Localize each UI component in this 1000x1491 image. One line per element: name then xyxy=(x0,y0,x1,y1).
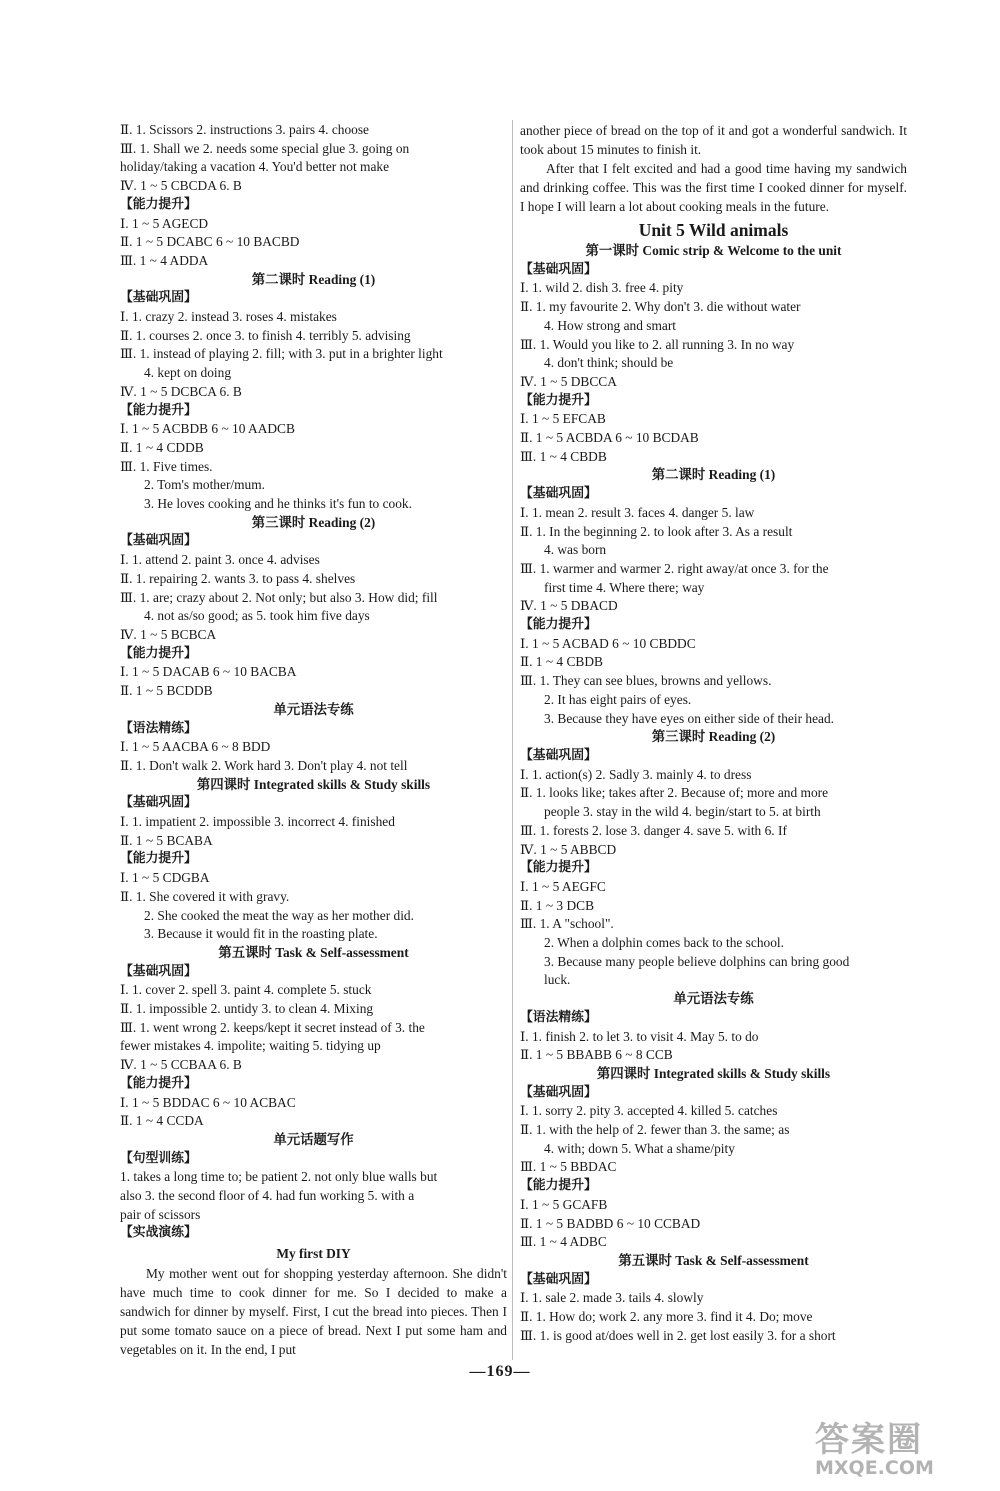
answer-line: Ⅱ. 1. with the help of 2. fewer than 3. the same; as xyxy=(520,1122,790,1138)
lesson-heading: 单元语法专练 xyxy=(273,701,354,717)
answer-line: Ⅳ. 1 ~ 5 DBCCA xyxy=(520,373,617,389)
answer-line: Ⅱ. 1 ~ 5 BCDDB xyxy=(120,683,213,699)
answer-line: Ⅰ. 1. sale 2. made 3. tails 4. slowly xyxy=(520,1290,704,1306)
answer-line: luck. xyxy=(544,972,571,988)
answer-line: Ⅲ. 1. went wrong 2. keeps/kept it secret instead of 3. the xyxy=(120,1019,425,1035)
answer-line: Ⅲ. 1 ~ 4 ADBC xyxy=(520,1234,607,1250)
answer-line: Ⅰ. 1. wild 2. dish 3. free 4. pity xyxy=(520,280,684,296)
answer-line: Ⅳ. 1 ~ 5 DBACD xyxy=(520,598,618,614)
section-tag: 【能力提升】 xyxy=(520,1178,597,1194)
answer-line: Ⅱ. 1 ~ 4 CBDB xyxy=(520,654,603,670)
watermark-text-bottom: MXQE.COM xyxy=(815,1457,934,1479)
answer-line: Ⅰ. 1. crazy 2. instead 3. roses 4. mistakes xyxy=(120,309,337,325)
answer-line: 4. don't think; should be xyxy=(544,355,674,371)
answer-line: Ⅳ. 1 ~ 5 CBCDA 6. B xyxy=(120,178,242,194)
section-tag: 【基础巩固】 xyxy=(120,795,197,811)
section-tag: 【基础巩固】 xyxy=(520,1084,597,1100)
answer-line: Ⅰ. 1 ~ 5 AACBA 6 ~ 8 BDD xyxy=(120,739,271,755)
answer-line: Ⅰ. 1 ~ 5 BDDAC 6 ~ 10 ACBAC xyxy=(120,1094,296,1110)
answer-line: Ⅱ. 1. Don't walk 2. Work hard 3. Don't play 4. not tell xyxy=(120,757,408,773)
answer-line: 2. When a dolphin comes back to the school. xyxy=(544,935,784,951)
answer-line: Ⅱ. 1. In the beginning 2. to look after 3. As a result xyxy=(520,523,793,539)
lesson-heading: 第三课时 Reading (2) xyxy=(651,729,776,745)
answer-line: Ⅲ. 1 ~ 5 BBDAC xyxy=(520,1159,617,1175)
answer-line: Ⅰ. 1. finish 2. to let 3. to visit 4. May 5. to do xyxy=(520,1028,759,1044)
answer-line: Ⅲ. 1. warmer and warmer 2. right away/at once 3. for the xyxy=(520,560,829,576)
section-tag: 【能力提升】 xyxy=(120,196,197,212)
answer-line: Ⅲ. 1. is good at/does well in 2. get lost easily 3. for a short xyxy=(520,1327,836,1343)
lesson-heading: 第五课时 Task & Self-assessment xyxy=(618,1252,809,1268)
lesson-heading: 第二课时 Reading (1) xyxy=(251,271,376,287)
section-tag: 【能力提升】 xyxy=(520,392,597,408)
answer-line: Ⅲ. 1. Would you like to 2. all running 3. In no way xyxy=(520,336,795,352)
answer-line: Ⅰ. 1. action(s) 2. Sadly 3. mainly 4. to dress xyxy=(520,766,752,782)
answer-line: Ⅱ. 1 ~ 4 CDDB xyxy=(120,439,204,455)
watermark-logo xyxy=(815,1412,985,1484)
answer-line: Ⅰ. 1. impatient 2. impossible 3. incorrect 4. finished xyxy=(120,814,395,830)
section-tag: 【语法精练】 xyxy=(120,720,197,736)
section-tag: 【基础巩固】 xyxy=(120,290,197,306)
answer-line: Ⅰ. 1 ~ 5 CDGBA xyxy=(120,870,210,886)
section-tag: 【基础巩固】 xyxy=(120,533,197,549)
essay-paragraph: After that I felt excited and had a good time having my sandwich and drinking coffee. This was the first time I cooked dinner for myself. I hope I will learn a lot about cooking meals in the future. xyxy=(520,161,907,214)
lesson-heading: 第二课时 Reading (1) xyxy=(651,467,776,483)
answer-line: Ⅱ. 1 ~ 5 BBABB 6 ~ 8 CCB xyxy=(520,1047,673,1063)
answer-line: Ⅲ. 1. Shall we 2. needs some special glue 3. going on xyxy=(120,140,410,156)
section-tag: 【基础巩固】 xyxy=(520,1271,597,1287)
section-tag: 【能力提升】 xyxy=(120,1075,197,1091)
answer-line: 3. Because they have eyes on either side of their head. xyxy=(544,710,835,726)
answer-line: Ⅱ. 1 ~ 5 BADBD 6 ~ 10 CCBAD xyxy=(520,1215,701,1231)
section-tag: 【基础巩固】 xyxy=(520,486,597,502)
section-tag: 【能力提升】 xyxy=(120,851,197,867)
answer-line: Ⅱ. 1. repairing 2. wants 3. to pass 4. shelves xyxy=(120,570,356,586)
answer-line: Ⅳ. 1 ~ 5 DCBCA 6. B xyxy=(120,383,242,399)
answer-line: Ⅰ. 1 ~ 5 AEGFC xyxy=(520,878,606,894)
section-tag: 【基础巩固】 xyxy=(520,261,597,277)
answer-line: Ⅰ. 1. mean 2. result 3. faces 4. danger 5. law xyxy=(520,504,755,520)
answer-line: 2. Tom's mother/mum. xyxy=(144,477,265,493)
section-tag: 【实战演练】 xyxy=(120,1225,197,1241)
section-tag: 【能力提升】 xyxy=(120,402,197,418)
answer-line: also 3. the second floor of 4. had fun working 5. with a xyxy=(120,1188,415,1204)
answer-line: Ⅲ. 1. instead of playing 2. fill; with 3. put in a brighter light xyxy=(120,346,443,362)
lesson-heading: 第一课时 Comic strip & Welcome to the unit xyxy=(585,243,842,258)
section-tag: 【能力提升】 xyxy=(520,617,597,633)
answer-line: Ⅱ. 1. How do; work 2. any more 3. find it 4. Do; move xyxy=(520,1309,813,1325)
answer-line: 1. takes a long time to; be patient 2. not only blue walls but xyxy=(120,1169,438,1185)
unit-title: Unit 5 Wild animals xyxy=(638,220,789,240)
answer-line: Ⅱ. 1 ~ 4 CCDA xyxy=(120,1113,204,1129)
answer-line: Ⅰ. 1 ~ 5 ACBAD 6 ~ 10 CBDDC xyxy=(520,635,696,651)
answer-line: 3. He loves cooking and he thinks it's fun to cook. xyxy=(144,496,412,512)
section-tag: 【基础巩固】 xyxy=(120,963,197,979)
answer-line: Ⅰ. 1 ~ 5 DACAB 6 ~ 10 BACBA xyxy=(120,664,297,680)
section-tag: 【句型训练】 xyxy=(120,1150,197,1166)
watermark-text-top: 答案圈 xyxy=(815,1420,923,1460)
answer-line: Ⅰ. 1. attend 2. paint 3. once 4. advises xyxy=(120,552,320,568)
answer-line: 4. not as/so good; as 5. took him five days xyxy=(144,608,370,624)
answer-line: 2. It has eight pairs of eyes. xyxy=(544,691,692,707)
answer-line: Ⅲ. 1. A "school". xyxy=(520,916,614,932)
column-divider xyxy=(512,120,513,1360)
essay-title: My first DIY xyxy=(276,1246,351,1262)
lesson-heading: 第四课时 Integrated skills & Study skills xyxy=(596,1065,831,1081)
answer-line: Ⅲ. 1. Five times. xyxy=(120,458,213,474)
answer-line: Ⅰ. 1 ~ 5 EFCAB xyxy=(520,411,606,427)
answer-line: Ⅱ. 1. Scissors 2. instructions 3. pairs 4. choose xyxy=(120,122,370,137)
answer-line: Ⅰ. 1. sorry 2. pity 3. accepted 4. killed 5. catches xyxy=(520,1103,778,1119)
answer-line: Ⅲ. 1. are; crazy about 2. Not only; but also 3. How did; fill xyxy=(120,589,438,605)
answer-line: Ⅲ. 1 ~ 4 ADDA xyxy=(120,252,209,268)
lesson-heading: 单元话题写作 xyxy=(273,1131,354,1147)
answer-line: 4. with; down 5. What a shame/pity xyxy=(544,1140,735,1156)
lesson-heading: 第三课时 Reading (2) xyxy=(251,514,376,530)
answer-line: Ⅰ. 1 ~ 5 AGECD xyxy=(120,215,209,231)
answer-line: Ⅳ. 1 ~ 5 ABBCD xyxy=(520,841,617,857)
answer-line: 2. She cooked the meat the way as her mother did. xyxy=(144,907,414,923)
page-number: —169— xyxy=(469,1363,531,1380)
answer-line: Ⅰ. 1 ~ 5 GCAFB xyxy=(520,1196,608,1212)
answer-line: Ⅲ. 1. They can see blues, browns and yellows. xyxy=(520,673,772,689)
answer-line: pair of scissors xyxy=(120,1206,201,1222)
answer-line: Ⅲ. 1 ~ 4 CBDB xyxy=(520,448,607,464)
answer-line: people 3. stay in the wild 4. begin/start to 5. at birth xyxy=(544,804,821,820)
answer-line: 4. was born xyxy=(544,542,607,558)
answer-line: 4. How strong and smart xyxy=(544,317,677,333)
section-tag: 【能力提升】 xyxy=(120,645,197,661)
section-tag: 【基础巩固】 xyxy=(520,747,597,763)
lesson-heading: 第五课时 Task & Self-assessment xyxy=(218,944,409,960)
answer-line: Ⅱ. 1. my favourite 2. Why don't 3. die without water xyxy=(520,299,801,315)
answer-line: 3. Because it would fit in the roasting plate. xyxy=(144,926,378,942)
lesson-heading: 第四课时 Integrated skills & Study skills xyxy=(196,776,431,792)
answer-line: Ⅱ. 1 ~ 3 DCB xyxy=(520,897,595,913)
answer-line: Ⅱ. 1. impossible 2. untidy 3. to clean 4. Mixing xyxy=(120,1001,374,1017)
answer-line: Ⅰ. 1. cover 2. spell 3. paint 4. complete 5. stuck xyxy=(120,982,372,998)
answer-line: Ⅱ. 1. courses 2. once 3. to finish 4. terribly 5. advising xyxy=(120,327,411,343)
right-column xyxy=(520,121,907,1345)
answer-line: Ⅱ. 1. She covered it with gravy. xyxy=(120,888,290,904)
answer-line: fewer mistakes 4. impolite; waiting 5. tidying up xyxy=(120,1038,381,1054)
left-column xyxy=(120,121,507,1359)
answer-line: 4. kept on doing xyxy=(144,365,232,381)
answer-line: Ⅱ. 1 ~ 5 BCABA xyxy=(120,832,213,848)
answer-line: holiday/taking a vacation 4. You'd better not make xyxy=(120,159,390,175)
answer-line: Ⅲ. 1. forests 2. lose 3. danger 4. save 5. with 6. If xyxy=(520,822,787,838)
answer-line: Ⅱ. 1. looks like; takes after 2. Because of; more and more xyxy=(520,785,829,801)
answer-line: Ⅱ. 1 ~ 5 ACBDA 6 ~ 10 BCDAB xyxy=(520,430,699,446)
answer-line: Ⅳ. 1 ~ 5 BCBCA xyxy=(120,626,217,642)
answer-line: Ⅰ. 1 ~ 5 ACBDB 6 ~ 10 AADCB xyxy=(120,421,295,437)
section-tag: 【语法精练】 xyxy=(520,1009,597,1025)
lesson-heading: 单元语法专练 xyxy=(673,991,754,1007)
essay-paragraph: another piece of bread on the top of it and got a wonderful sandwich. It took about 15 minutes to finish it. xyxy=(520,123,907,157)
answer-line: Ⅳ. 1 ~ 5 CCBAA 6. B xyxy=(120,1057,242,1073)
answer-line: first time 4. Where there; way xyxy=(544,579,705,595)
section-tag: 【能力提升】 xyxy=(520,860,597,876)
answer-line: 3. Because many people believe dolphins can bring good xyxy=(544,953,850,969)
essay-paragraph: My mother went out for shopping yesterday afternoon. She didn't have much time to cook dinner for me. So I decided to make a sandwich for dinner by myself. First, I cut the bread into pieces. Then I put some tomato sauce on a piece of bread. Next I put some ham and vegetables on it. In the end, I put xyxy=(120,1265,507,1357)
answer-line: Ⅱ. 1 ~ 5 DCABC 6 ~ 10 BACBD xyxy=(120,234,300,250)
